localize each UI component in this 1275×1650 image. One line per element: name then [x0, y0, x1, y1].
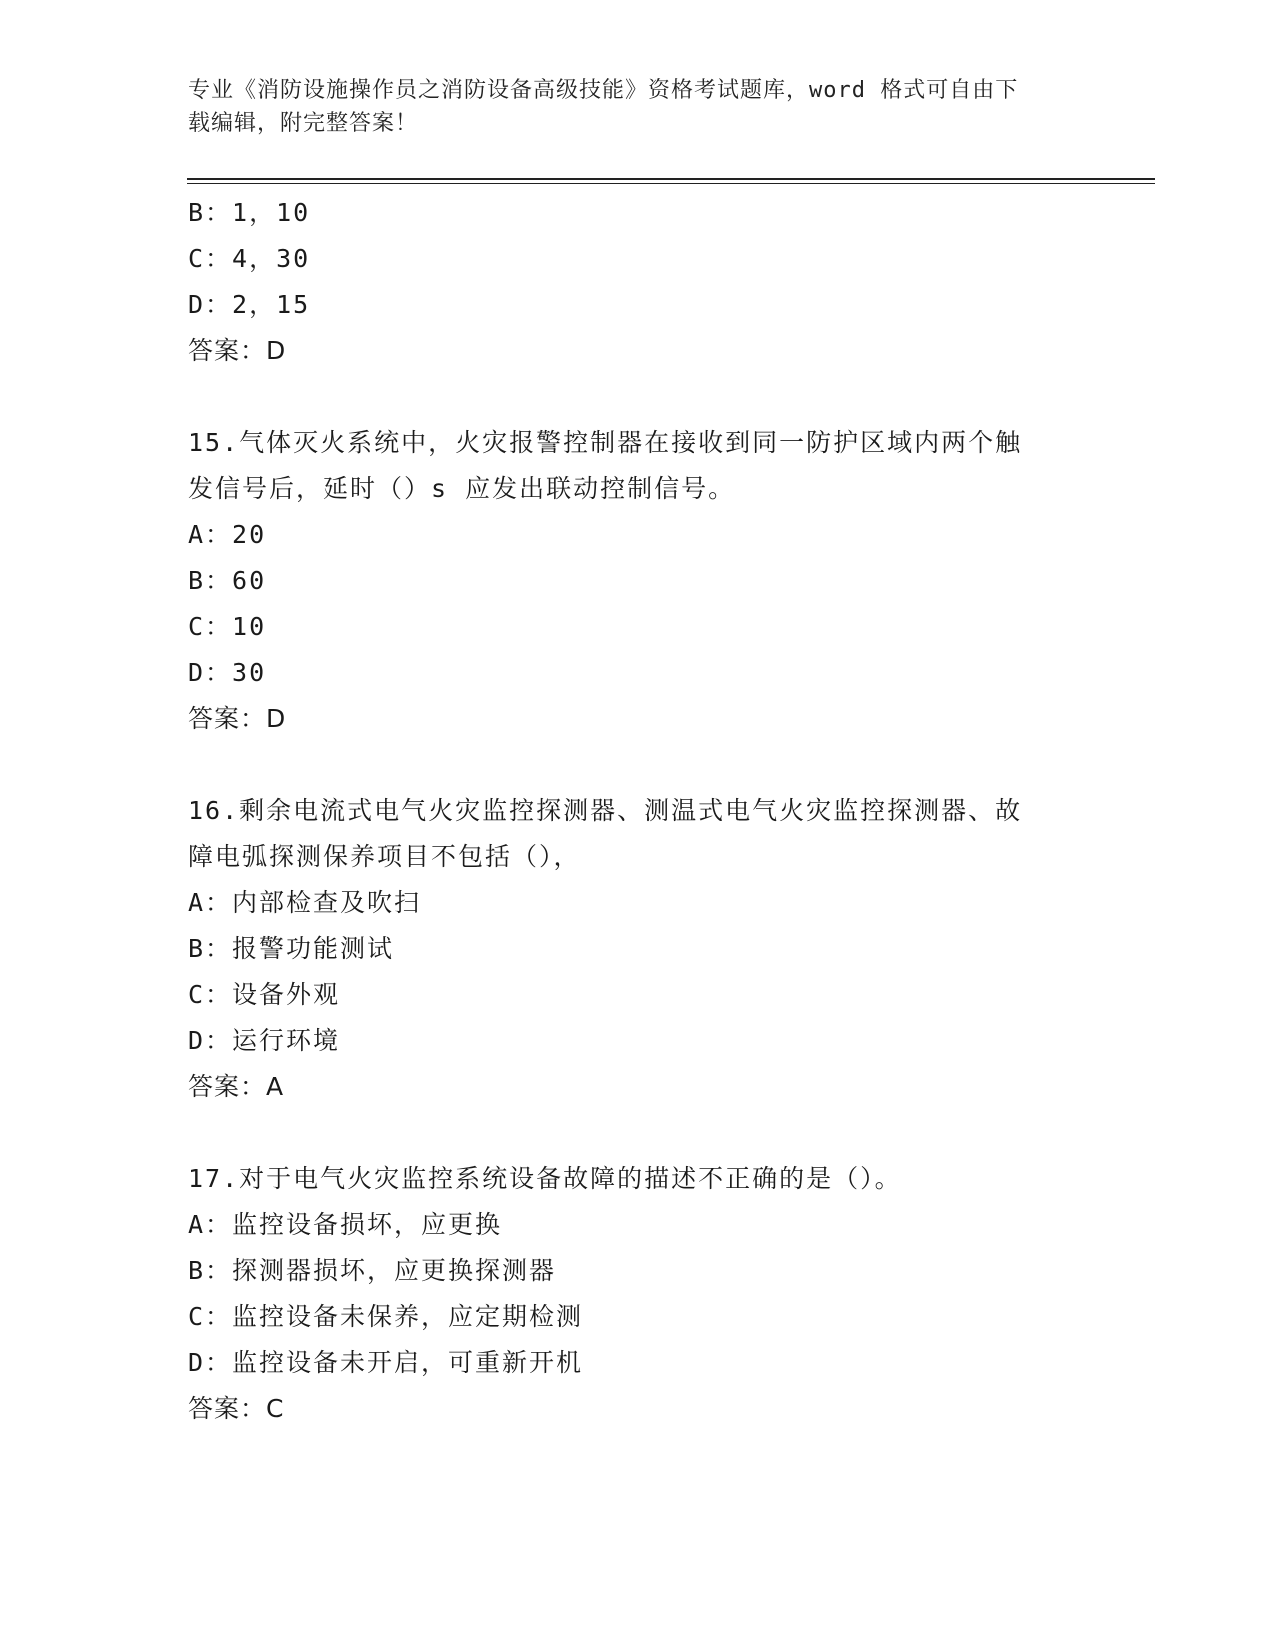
question-17: [188, 1156, 1088, 1432]
answer: 答案：D: [188, 704, 287, 733]
question-stem: 16.剩余电流式电气火灾监控探测器、测温式电气火灾监控探测器、故: [188, 796, 1023, 825]
header-line-1: 专业《消防设施操作员之消防设备高级技能》资格考试题库，word 格式可自由下: [188, 78, 1019, 103]
answer: 答案：A: [188, 1072, 285, 1101]
question-stem: 15.气体灭火系统中，火灾报警控制器在接收到同一防护区域内两个触: [188, 428, 1023, 457]
header-divider-thick: [187, 178, 1155, 180]
previous-question-tail: [188, 190, 1088, 374]
question-15: [188, 420, 1088, 742]
option-b: B：1，10: [188, 198, 311, 227]
question-stem-cont: 障电弧探测保养项目不包括（），: [188, 842, 581, 871]
header-divider-thin: [187, 183, 1155, 184]
option-a: A：内部检查及吹扫: [188, 888, 422, 917]
option-b: B：报警功能测试: [188, 934, 395, 963]
option-d: D：2，15: [188, 290, 311, 319]
answer: 答案：C: [188, 1394, 285, 1423]
question-stem-cont: 发信号后，延时（）s 应发出联动控制信号。: [188, 474, 736, 503]
question-16: [188, 788, 1088, 1110]
header-line-2: 载编辑，附完整答案！: [188, 111, 419, 136]
answer: 答案：D: [188, 336, 287, 365]
option-d: D：运行环境: [188, 1026, 341, 1055]
document-header: [188, 74, 1088, 140]
option-c: C：监控设备未保养，应定期检测: [188, 1302, 584, 1331]
option-d: D：监控设备未开启，可重新开机: [188, 1348, 584, 1377]
option-c: C：10: [188, 612, 267, 641]
option-b: B：探测器损坏，应更换探测器: [188, 1256, 557, 1285]
option-b: B：60: [188, 566, 267, 595]
question-list: [188, 190, 1088, 1432]
option-d: D：30: [188, 658, 267, 687]
option-a: A：监控设备损坏，应更换: [188, 1210, 503, 1239]
option-a: A：20: [188, 520, 267, 549]
option-c: C：4，30: [188, 244, 311, 273]
option-c: C：设备外观: [188, 980, 341, 1009]
question-stem: 17.对于电气火灾监控系统设备故障的描述不正确的是（）。: [188, 1164, 902, 1193]
